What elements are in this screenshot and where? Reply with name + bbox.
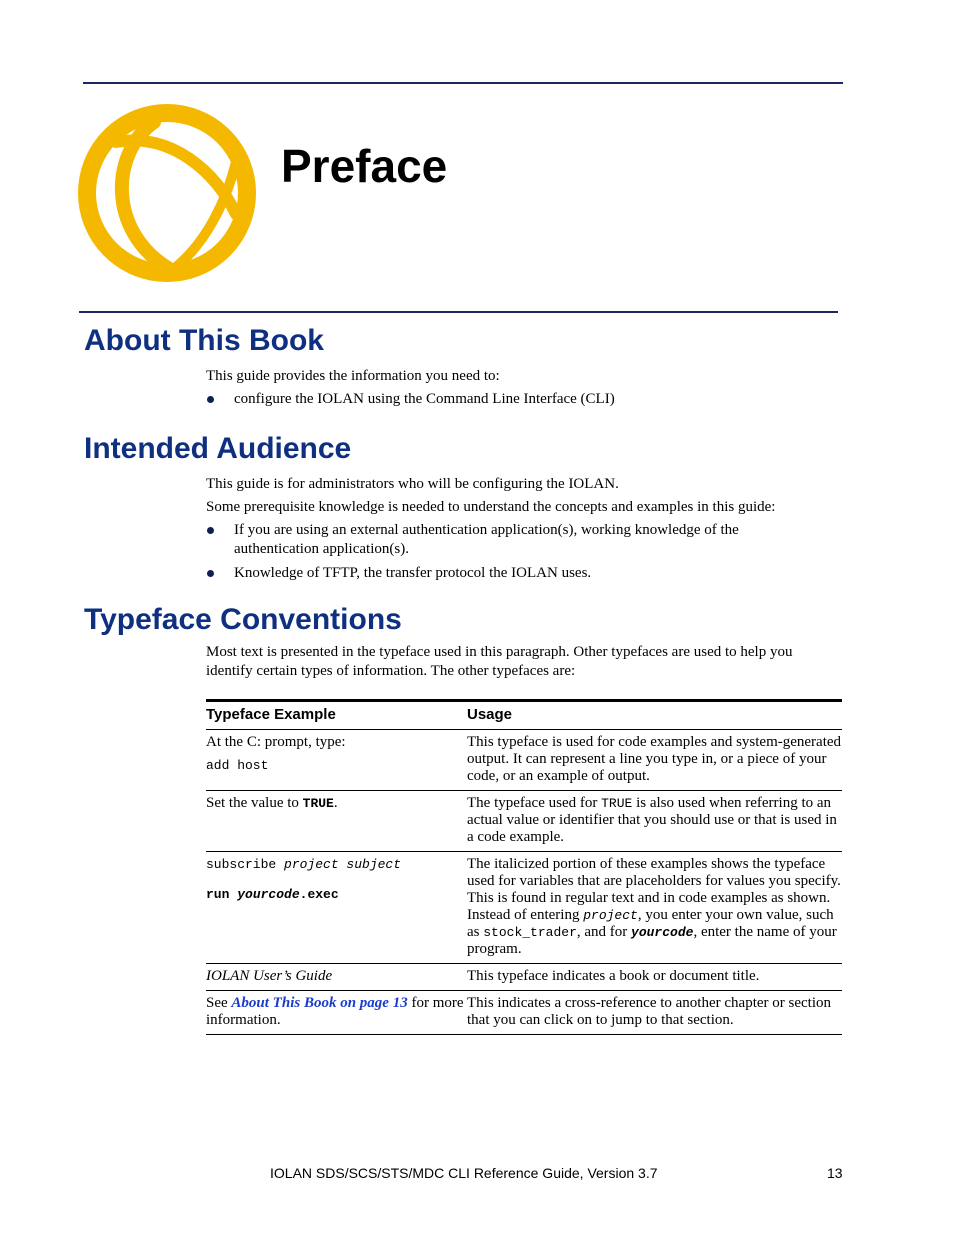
table-row [206, 791, 842, 852]
table-cell [467, 852, 842, 964]
code-sample: subscribe [206, 857, 285, 872]
section-rule [79, 311, 838, 313]
typeface-table [206, 699, 842, 1035]
top-rule [83, 82, 843, 84]
audience-p2: Some prerequisite knowledge is needed to understand the concepts and examples in this guide: [206, 499, 776, 515]
column-header: Usage [467, 701, 842, 730]
table-row [206, 964, 842, 991]
table-header-row [206, 701, 842, 730]
code-italic: project subject [284, 857, 402, 872]
code-bold: TRUE [302, 796, 334, 811]
audience-bullet-2: Knowledge of TFTP, the transfer protocol the IOLAN uses. [234, 565, 592, 581]
table-row [206, 730, 842, 791]
cell-text: for more information. [206, 995, 464, 1028]
cross-reference-link[interactable]: About This Book on page 13 [231, 995, 408, 1011]
audience-p1: This guide is for administrators who will be configuring the IOLAN. [206, 476, 619, 492]
table-cell [206, 852, 467, 964]
code-sample: add host [206, 758, 269, 773]
perle-globe-logo-icon [76, 102, 258, 284]
table-cell: IOLAN User’s Guide [206, 964, 467, 991]
typeface-intro: Most text is presented in the typeface used in this paragraph. Other typefaces are used to help you identify certain types of information. The other typefaces are: [206, 644, 793, 679]
bullet-icon [206, 564, 218, 583]
table-cell: This indicates a cross-reference to another chapter or section that you can click on to jump to that section. [467, 991, 842, 1035]
code-bold: run [206, 887, 238, 902]
code-italic: project [583, 908, 638, 923]
table-cell: This typeface is used for code examples and system-generated output. It can represent a line you type in, or a piece of your code, or an example of output. [467, 730, 842, 791]
code-bold-italic: yourcode [237, 887, 300, 902]
heading-typeface-conventions: Typeface Conventions [84, 603, 402, 636]
cell-text: , enter the name of your program. [467, 924, 837, 957]
table-cell [206, 730, 467, 791]
chapter-title: Preface [281, 140, 448, 192]
audience-bullet-1: If you are using an external authentication application(s), working knowledge of the authentication application(s). [234, 522, 739, 557]
column-header: Typeface Example [206, 701, 467, 730]
code-inline: stock_trader [483, 925, 577, 940]
bullet-icon [206, 521, 218, 540]
cell-text: The typeface used for [467, 795, 602, 811]
table-cell: This typeface indicates a book or document title. [467, 964, 842, 991]
table-row [206, 852, 842, 964]
cell-text: At the C: prompt, type: [206, 734, 346, 750]
cell-text: , you enter your own value, such as [467, 907, 834, 940]
cell-text: . [333, 795, 338, 811]
heading-about-this-book: About This Book [84, 324, 324, 357]
heading-intended-audience: Intended Audience [84, 432, 352, 465]
table-cell [467, 791, 842, 852]
code-inline: TRUE [601, 796, 633, 811]
cell-text: See [206, 995, 232, 1011]
cell-text: , and for [576, 924, 632, 940]
table-row [206, 991, 842, 1035]
table-cell [206, 991, 467, 1035]
page-number: 13 [827, 1165, 843, 1181]
cell-text: Set the value to [206, 795, 303, 811]
cell-text: The italicized portion of these examples shows the typeface used for variables that are placeholders for values you specify. This is found in regular text and in code examples as shown. Instead of entering [467, 856, 841, 923]
code-bold-italic: yourcode [631, 925, 694, 940]
about-intro: This guide provides the information you need to: [206, 368, 500, 384]
bullet-icon [206, 390, 218, 409]
about-bullet: configure the IOLAN using the Command Line Interface (CLI) [234, 391, 615, 407]
code-bold: .exec [299, 887, 339, 902]
footer-title: IOLAN SDS/SCS/STS/MDC CLI Reference Guide, Version 3.7 [270, 1165, 658, 1181]
table-cell [206, 791, 467, 852]
cell-text: is also used when referring to an actual value or identifier that you should use or that is used in a code example. [467, 795, 837, 845]
